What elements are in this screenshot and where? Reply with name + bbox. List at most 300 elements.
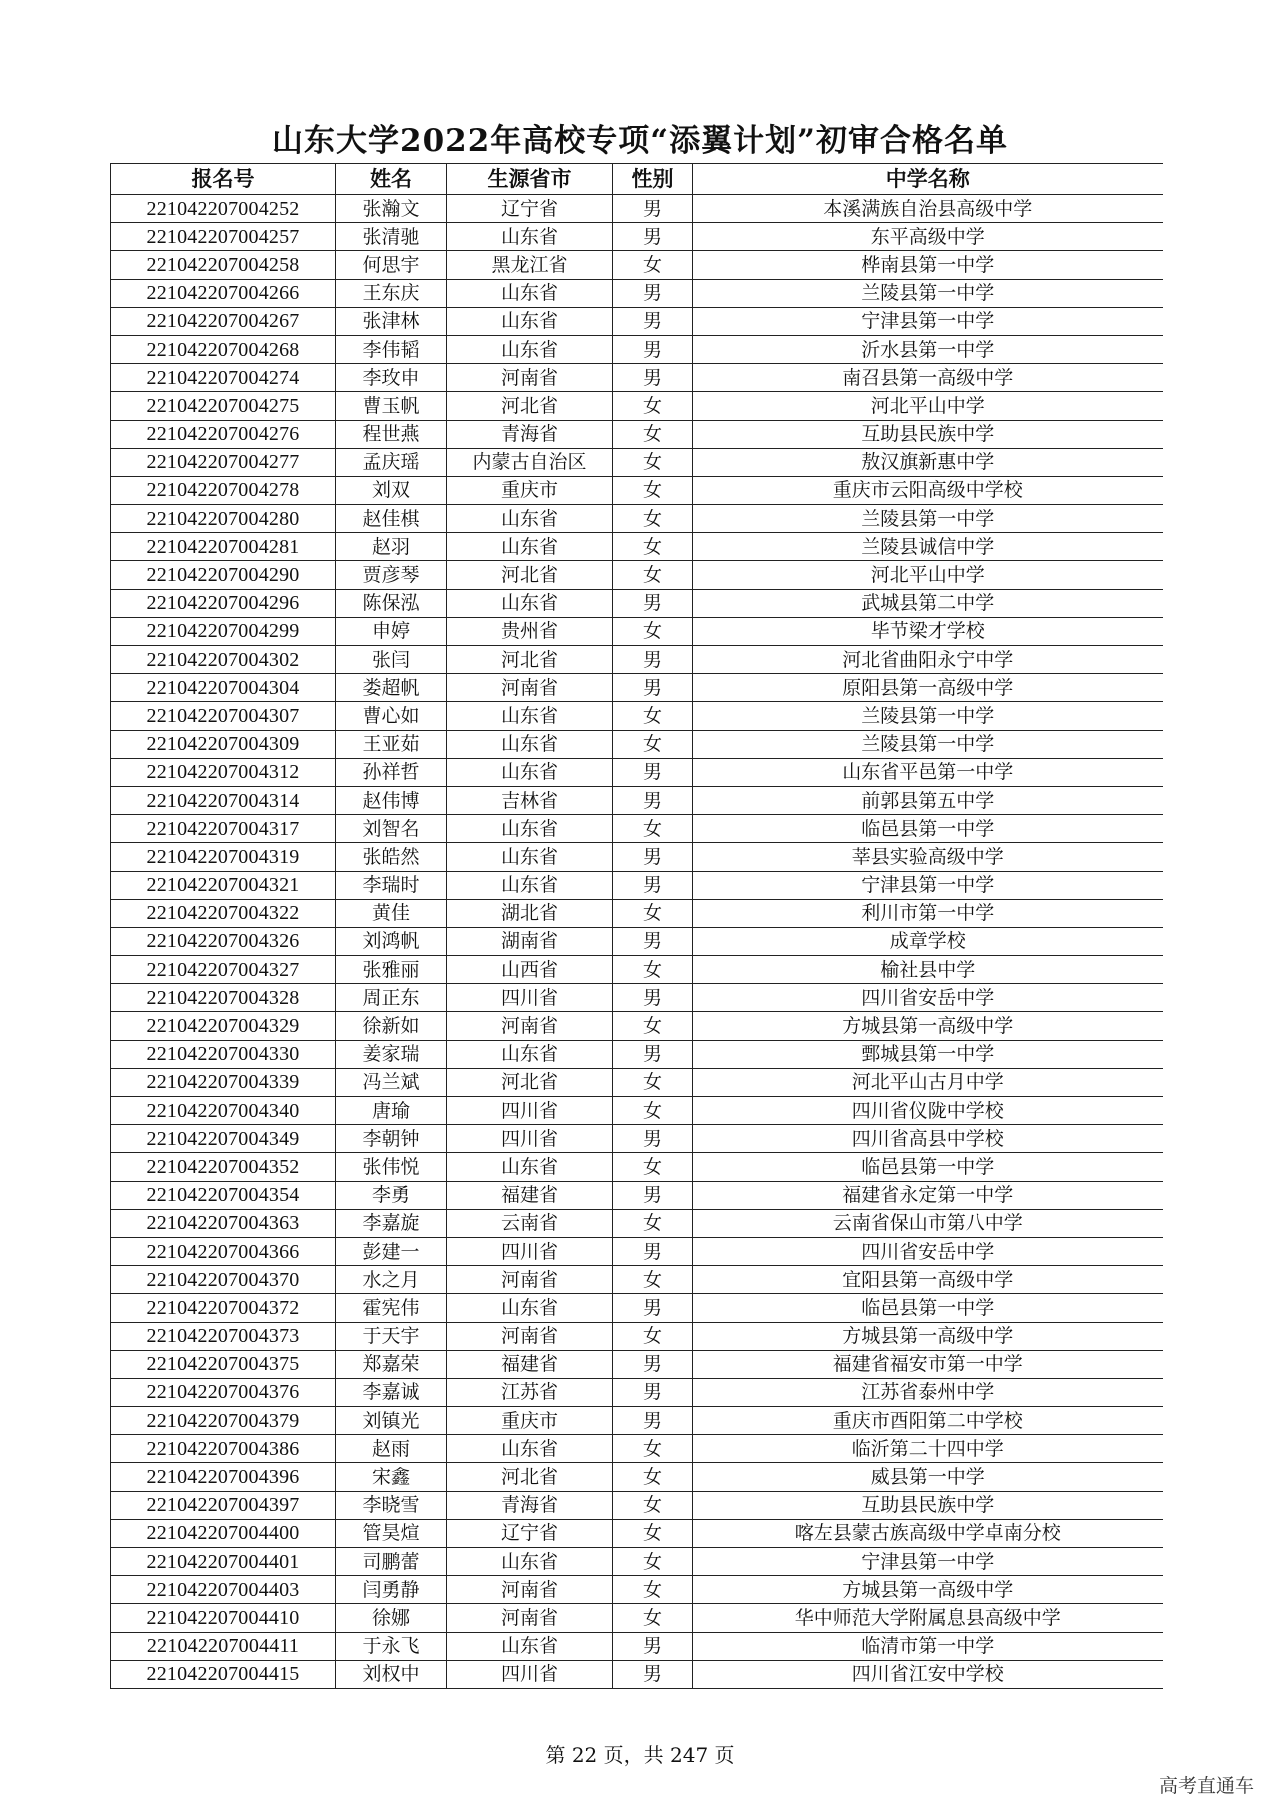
registration-number-cell: 221042207004312 bbox=[111, 758, 336, 786]
name-cell: 张闫 bbox=[336, 646, 447, 674]
table-row bbox=[111, 1350, 1163, 1378]
name-cell: 刘镇光 bbox=[336, 1407, 447, 1435]
table-row bbox=[111, 984, 1163, 1012]
name-cell: 赵佳棋 bbox=[336, 505, 447, 533]
school-cell: 莘县实验高级中学 bbox=[693, 843, 1163, 871]
gender-cell: 男 bbox=[613, 927, 693, 955]
school-cell: 敖汉旗新惠中学 bbox=[693, 448, 1163, 476]
school-cell: 四川省高县中学校 bbox=[693, 1125, 1163, 1153]
table-row bbox=[111, 448, 1163, 476]
gender-cell: 女 bbox=[613, 561, 693, 589]
province-cell: 辽宁省 bbox=[447, 195, 613, 223]
gender-cell: 女 bbox=[613, 1604, 693, 1632]
registration-number-cell: 221042207004314 bbox=[111, 786, 336, 814]
table-row bbox=[111, 505, 1163, 533]
name-cell: 孙祥哲 bbox=[336, 758, 447, 786]
table-row bbox=[111, 223, 1163, 251]
gender-cell: 女 bbox=[613, 1576, 693, 1604]
gender-cell: 男 bbox=[613, 1378, 693, 1406]
header-name: 姓名 bbox=[336, 164, 447, 195]
gender-cell: 女 bbox=[613, 392, 693, 420]
school-cell: 喀左县蒙古族高级中学卓南分校 bbox=[693, 1519, 1163, 1547]
table-row bbox=[111, 1209, 1163, 1237]
gender-cell: 女 bbox=[613, 1463, 693, 1491]
name-cell: 李晓雪 bbox=[336, 1491, 447, 1519]
school-cell: 河北平山中学 bbox=[693, 561, 1163, 589]
name-cell: 何思宇 bbox=[336, 251, 447, 279]
school-cell: 江苏省泰州中学 bbox=[693, 1378, 1163, 1406]
name-cell: 刘权中 bbox=[336, 1660, 447, 1688]
gender-cell: 女 bbox=[613, 1548, 693, 1576]
province-cell: 山东省 bbox=[447, 533, 613, 561]
name-cell: 张皓然 bbox=[336, 843, 447, 871]
name-cell: 李嘉旋 bbox=[336, 1209, 447, 1237]
gender-cell: 男 bbox=[613, 1350, 693, 1378]
province-cell: 黑龙江省 bbox=[447, 251, 613, 279]
registration-number-cell: 221042207004302 bbox=[111, 646, 336, 674]
registration-number-cell: 221042207004349 bbox=[111, 1125, 336, 1153]
gender-cell: 男 bbox=[613, 307, 693, 335]
school-cell: 河北平山古月中学 bbox=[693, 1068, 1163, 1096]
province-cell: 重庆市 bbox=[447, 1407, 613, 1435]
table-row bbox=[111, 758, 1163, 786]
name-cell: 于天宇 bbox=[336, 1322, 447, 1350]
province-cell: 山东省 bbox=[447, 758, 613, 786]
gender-cell: 男 bbox=[613, 674, 693, 702]
province-cell: 湖北省 bbox=[447, 899, 613, 927]
school-cell: 四川省仪陇中学校 bbox=[693, 1097, 1163, 1125]
gender-cell: 女 bbox=[613, 1068, 693, 1096]
province-cell: 河南省 bbox=[447, 1266, 613, 1294]
registration-number-cell: 221042207004352 bbox=[111, 1153, 336, 1181]
gender-cell: 男 bbox=[613, 984, 693, 1012]
name-cell: 霍宪伟 bbox=[336, 1294, 447, 1322]
page-footer: 第 22 页，共 247 页 bbox=[545, 1743, 735, 1767]
province-cell: 山东省 bbox=[447, 505, 613, 533]
province-cell: 河北省 bbox=[447, 392, 613, 420]
school-cell: 互助县民族中学 bbox=[693, 420, 1163, 448]
name-cell: 李玫申 bbox=[336, 364, 447, 392]
gender-cell: 女 bbox=[613, 448, 693, 476]
header-gender: 性别 bbox=[613, 164, 693, 195]
name-cell: 程世燕 bbox=[336, 420, 447, 448]
gender-cell: 男 bbox=[613, 1632, 693, 1660]
province-cell: 四川省 bbox=[447, 1125, 613, 1153]
table-row bbox=[111, 1068, 1163, 1096]
name-cell: 李伟韬 bbox=[336, 335, 447, 363]
province-cell: 福建省 bbox=[447, 1181, 613, 1209]
table-row bbox=[111, 1322, 1163, 1350]
gender-cell: 男 bbox=[613, 279, 693, 307]
name-cell: 贾彦琴 bbox=[336, 561, 447, 589]
province-cell: 四川省 bbox=[447, 1097, 613, 1125]
province-cell: 四川省 bbox=[447, 1660, 613, 1688]
gender-cell: 女 bbox=[613, 899, 693, 927]
gender-cell: 女 bbox=[613, 1519, 693, 1547]
registration-number-cell: 221042207004370 bbox=[111, 1266, 336, 1294]
name-cell: 刘鸿帆 bbox=[336, 927, 447, 955]
province-cell: 山东省 bbox=[447, 279, 613, 307]
province-cell: 山东省 bbox=[447, 223, 613, 251]
registration-number-cell: 221042207004299 bbox=[111, 617, 336, 645]
school-cell: 华中师范大学附属息县高级中学 bbox=[693, 1604, 1163, 1632]
registration-number-cell: 221042207004375 bbox=[111, 1350, 336, 1378]
gender-cell: 男 bbox=[613, 223, 693, 251]
school-cell: 重庆市云阳高级中学校 bbox=[693, 476, 1163, 504]
name-cell: 宋鑫 bbox=[336, 1463, 447, 1491]
name-cell: 管昊煊 bbox=[336, 1519, 447, 1547]
school-cell: 临沂第二十四中学 bbox=[693, 1435, 1163, 1463]
registration-number-cell: 221042207004339 bbox=[111, 1068, 336, 1096]
registration-number-cell: 221042207004304 bbox=[111, 674, 336, 702]
school-cell: 兰陵县第一中学 bbox=[693, 702, 1163, 730]
table-row bbox=[111, 815, 1163, 843]
school-cell: 互助县民族中学 bbox=[693, 1491, 1163, 1519]
school-cell: 宁津县第一中学 bbox=[693, 307, 1163, 335]
gender-cell: 女 bbox=[613, 1322, 693, 1350]
watermark: 高考直通车 bbox=[1158, 1775, 1254, 1797]
province-cell: 山东省 bbox=[447, 589, 613, 617]
school-cell: 南召县第一高级中学 bbox=[693, 364, 1163, 392]
gender-cell: 女 bbox=[613, 1153, 693, 1181]
school-cell: 榆社县中学 bbox=[693, 956, 1163, 984]
province-cell: 山东省 bbox=[447, 1632, 613, 1660]
registration-number-cell: 221042207004281 bbox=[111, 533, 336, 561]
registration-number-cell: 221042207004410 bbox=[111, 1604, 336, 1632]
province-cell: 重庆市 bbox=[447, 476, 613, 504]
school-cell: 兰陵县第一中学 bbox=[693, 505, 1163, 533]
school-cell: 临邑县第一中学 bbox=[693, 815, 1163, 843]
school-cell: 兰陵县诚信中学 bbox=[693, 533, 1163, 561]
school-cell: 方城县第一高级中学 bbox=[693, 1576, 1163, 1604]
province-cell: 河北省 bbox=[447, 646, 613, 674]
province-cell: 河南省 bbox=[447, 1576, 613, 1604]
registration-number-cell: 221042207004309 bbox=[111, 730, 336, 758]
province-cell: 江苏省 bbox=[447, 1378, 613, 1406]
table-row bbox=[111, 617, 1163, 645]
province-cell: 河南省 bbox=[447, 364, 613, 392]
table-row bbox=[111, 533, 1163, 561]
school-cell: 鄄城县第一中学 bbox=[693, 1040, 1163, 1068]
school-cell: 桦南县第一中学 bbox=[693, 251, 1163, 279]
gender-cell: 男 bbox=[613, 646, 693, 674]
registration-number-cell: 221042207004275 bbox=[111, 392, 336, 420]
province-cell: 云南省 bbox=[447, 1209, 613, 1237]
table-row bbox=[111, 307, 1163, 335]
table-row bbox=[111, 561, 1163, 589]
name-cell: 唐瑜 bbox=[336, 1097, 447, 1125]
name-cell: 彭建一 bbox=[336, 1237, 447, 1265]
name-cell: 徐娜 bbox=[336, 1604, 447, 1632]
registration-number-cell: 221042207004274 bbox=[111, 364, 336, 392]
table-row bbox=[111, 1463, 1163, 1491]
gender-cell: 男 bbox=[613, 1181, 693, 1209]
school-cell: 宁津县第一中学 bbox=[693, 871, 1163, 899]
table-row bbox=[111, 589, 1163, 617]
province-cell: 辽宁省 bbox=[447, 1519, 613, 1547]
gender-cell: 男 bbox=[613, 1125, 693, 1153]
registration-number-cell: 221042207004400 bbox=[111, 1519, 336, 1547]
table-row bbox=[111, 195, 1163, 223]
table-row bbox=[111, 1378, 1163, 1406]
registration-number-cell: 221042207004327 bbox=[111, 956, 336, 984]
name-cell: 李嘉诚 bbox=[336, 1378, 447, 1406]
registration-number-cell: 221042207004403 bbox=[111, 1576, 336, 1604]
name-cell: 郑嘉荣 bbox=[336, 1350, 447, 1378]
registration-number-cell: 221042207004257 bbox=[111, 223, 336, 251]
table-row bbox=[111, 251, 1163, 279]
name-cell: 赵羽 bbox=[336, 533, 447, 561]
name-cell: 娄超帆 bbox=[336, 674, 447, 702]
table-row bbox=[111, 1435, 1163, 1463]
registration-number-cell: 221042207004319 bbox=[111, 843, 336, 871]
gender-cell: 女 bbox=[613, 420, 693, 448]
province-cell: 山东省 bbox=[447, 815, 613, 843]
province-cell: 山东省 bbox=[447, 1040, 613, 1068]
province-cell: 吉林省 bbox=[447, 786, 613, 814]
registration-number-cell: 221042207004397 bbox=[111, 1491, 336, 1519]
province-cell: 河北省 bbox=[447, 1068, 613, 1096]
table-row bbox=[111, 899, 1163, 927]
province-cell: 河南省 bbox=[447, 674, 613, 702]
registration-number-cell: 221042207004373 bbox=[111, 1322, 336, 1350]
name-cell: 黄佳 bbox=[336, 899, 447, 927]
name-cell: 刘智名 bbox=[336, 815, 447, 843]
registration-number-cell: 221042207004268 bbox=[111, 335, 336, 363]
province-cell: 贵州省 bbox=[447, 617, 613, 645]
gender-cell: 男 bbox=[613, 364, 693, 392]
table-row bbox=[111, 702, 1163, 730]
table-row bbox=[111, 279, 1163, 307]
province-cell: 山东省 bbox=[447, 730, 613, 758]
gender-cell: 男 bbox=[613, 871, 693, 899]
gender-cell: 男 bbox=[613, 843, 693, 871]
name-cell: 李瑞时 bbox=[336, 871, 447, 899]
table-row bbox=[111, 730, 1163, 758]
school-cell: 本溪满族自治县高级中学 bbox=[693, 195, 1163, 223]
gender-cell: 女 bbox=[613, 1012, 693, 1040]
school-cell: 沂水县第一中学 bbox=[693, 335, 1163, 363]
table-row bbox=[111, 1294, 1163, 1322]
gender-cell: 女 bbox=[613, 815, 693, 843]
table-body bbox=[111, 195, 1163, 1689]
registration-number-cell: 221042207004278 bbox=[111, 476, 336, 504]
province-cell: 青海省 bbox=[447, 420, 613, 448]
registration-number-cell: 221042207004290 bbox=[111, 561, 336, 589]
name-cell: 赵雨 bbox=[336, 1435, 447, 1463]
registration-number-cell: 221042207004329 bbox=[111, 1012, 336, 1040]
registration-number-cell: 221042207004307 bbox=[111, 702, 336, 730]
gender-cell: 女 bbox=[613, 1209, 693, 1237]
school-cell: 武城县第二中学 bbox=[693, 589, 1163, 617]
table-row bbox=[111, 674, 1163, 702]
table-row bbox=[111, 1491, 1163, 1519]
header-province: 生源省市 bbox=[447, 164, 613, 195]
table-row bbox=[111, 871, 1163, 899]
province-cell: 山东省 bbox=[447, 871, 613, 899]
table-row bbox=[111, 1012, 1163, 1040]
registration-number-cell: 221042207004322 bbox=[111, 899, 336, 927]
table-row bbox=[111, 1125, 1163, 1153]
table-row bbox=[111, 335, 1163, 363]
name-cell: 于永飞 bbox=[336, 1632, 447, 1660]
gender-cell: 男 bbox=[613, 786, 693, 814]
school-cell: 四川省安岳中学 bbox=[693, 1237, 1163, 1265]
table-row bbox=[111, 364, 1163, 392]
school-cell: 成章学校 bbox=[693, 927, 1163, 955]
registration-number-cell: 221042207004328 bbox=[111, 984, 336, 1012]
gender-cell: 男 bbox=[613, 589, 693, 617]
school-cell: 福建省永定第一中学 bbox=[693, 1181, 1163, 1209]
page-title: 山东大学2022年高校专项“添翼计划”初审合格名单 bbox=[272, 123, 1008, 159]
gender-cell: 女 bbox=[613, 533, 693, 561]
school-cell: 宜阳县第一高级中学 bbox=[693, 1266, 1163, 1294]
province-cell: 山东省 bbox=[447, 1548, 613, 1576]
header-school: 中学名称 bbox=[693, 164, 1163, 195]
name-cell: 陈保泓 bbox=[336, 589, 447, 617]
gender-cell: 男 bbox=[613, 1660, 693, 1688]
table-row bbox=[111, 1181, 1163, 1209]
province-cell: 湖南省 bbox=[447, 927, 613, 955]
name-cell: 李朝钟 bbox=[336, 1125, 447, 1153]
name-cell: 冯兰斌 bbox=[336, 1068, 447, 1096]
table-row bbox=[111, 927, 1163, 955]
table-row bbox=[111, 1237, 1163, 1265]
school-cell: 四川省江安中学校 bbox=[693, 1660, 1163, 1688]
registration-number-cell: 221042207004317 bbox=[111, 815, 336, 843]
gender-cell: 男 bbox=[613, 1237, 693, 1265]
school-cell: 利川市第一中学 bbox=[693, 899, 1163, 927]
gender-cell: 女 bbox=[613, 1491, 693, 1519]
table-row bbox=[111, 786, 1163, 814]
header-registration-number: 报名号 bbox=[111, 164, 336, 195]
registration-number-cell: 221042207004266 bbox=[111, 279, 336, 307]
table-row bbox=[111, 1407, 1163, 1435]
table-row bbox=[111, 392, 1163, 420]
province-cell: 山东省 bbox=[447, 307, 613, 335]
school-cell: 兰陵县第一中学 bbox=[693, 279, 1163, 307]
registration-number-cell: 221042207004376 bbox=[111, 1378, 336, 1406]
school-cell: 方城县第一高级中学 bbox=[693, 1012, 1163, 1040]
gender-cell: 女 bbox=[613, 505, 693, 533]
name-cell: 李勇 bbox=[336, 1181, 447, 1209]
school-cell: 临邑县第一中学 bbox=[693, 1153, 1163, 1181]
gender-cell: 女 bbox=[613, 476, 693, 504]
name-cell: 张津林 bbox=[336, 307, 447, 335]
province-cell: 山东省 bbox=[447, 335, 613, 363]
gender-cell: 男 bbox=[613, 1407, 693, 1435]
table-row bbox=[111, 1604, 1163, 1632]
name-cell: 张瀚文 bbox=[336, 195, 447, 223]
gender-cell: 女 bbox=[613, 702, 693, 730]
registration-number-cell: 221042207004296 bbox=[111, 589, 336, 617]
registration-number-cell: 221042207004386 bbox=[111, 1435, 336, 1463]
registration-number-cell: 221042207004276 bbox=[111, 420, 336, 448]
province-cell: 山东省 bbox=[447, 702, 613, 730]
registration-number-cell: 221042207004372 bbox=[111, 1294, 336, 1322]
registration-number-cell: 221042207004396 bbox=[111, 1463, 336, 1491]
province-cell: 河北省 bbox=[447, 1463, 613, 1491]
table-row bbox=[111, 646, 1163, 674]
province-cell: 四川省 bbox=[447, 984, 613, 1012]
school-cell: 福建省福安市第一中学 bbox=[693, 1350, 1163, 1378]
gender-cell: 男 bbox=[613, 195, 693, 223]
name-cell: 闫勇静 bbox=[336, 1576, 447, 1604]
name-cell: 水之月 bbox=[336, 1266, 447, 1294]
name-cell: 申婷 bbox=[336, 617, 447, 645]
table-row bbox=[111, 476, 1163, 504]
table-row bbox=[111, 1576, 1163, 1604]
school-cell: 东平高级中学 bbox=[693, 223, 1163, 251]
province-cell: 山东省 bbox=[447, 843, 613, 871]
school-cell: 威县第一中学 bbox=[693, 1463, 1163, 1491]
registration-number-cell: 221042207004330 bbox=[111, 1040, 336, 1068]
gender-cell: 女 bbox=[613, 251, 693, 279]
table-row bbox=[111, 1040, 1163, 1068]
gender-cell: 男 bbox=[613, 335, 693, 363]
name-cell: 赵伟博 bbox=[336, 786, 447, 814]
gender-cell: 女 bbox=[613, 617, 693, 645]
registration-number-cell: 221042207004340 bbox=[111, 1097, 336, 1125]
registration-number-cell: 221042207004379 bbox=[111, 1407, 336, 1435]
school-cell: 原阳县第一高级中学 bbox=[693, 674, 1163, 702]
province-cell: 河南省 bbox=[447, 1012, 613, 1040]
school-cell: 毕节梁才学校 bbox=[693, 617, 1163, 645]
school-cell: 前郭县第五中学 bbox=[693, 786, 1163, 814]
gender-cell: 女 bbox=[613, 1266, 693, 1294]
gender-cell: 女 bbox=[613, 1435, 693, 1463]
table-row bbox=[111, 843, 1163, 871]
registration-number-cell: 221042207004277 bbox=[111, 448, 336, 476]
province-cell: 内蒙古自治区 bbox=[447, 448, 613, 476]
gender-cell: 女 bbox=[613, 956, 693, 984]
school-cell: 兰陵县第一中学 bbox=[693, 730, 1163, 758]
registration-number-cell: 221042207004252 bbox=[111, 195, 336, 223]
registration-number-cell: 221042207004401 bbox=[111, 1548, 336, 1576]
applicant-table bbox=[110, 163, 1163, 1689]
table-row bbox=[111, 420, 1163, 448]
table-row bbox=[111, 1632, 1163, 1660]
table-row bbox=[111, 956, 1163, 984]
table-row bbox=[111, 1519, 1163, 1547]
name-cell: 曹玉帆 bbox=[336, 392, 447, 420]
registration-number-cell: 221042207004363 bbox=[111, 1209, 336, 1237]
gender-cell: 男 bbox=[613, 1040, 693, 1068]
table-row bbox=[111, 1660, 1163, 1688]
registration-number-cell: 221042207004366 bbox=[111, 1237, 336, 1265]
name-cell: 徐新如 bbox=[336, 1012, 447, 1040]
province-cell: 河南省 bbox=[447, 1604, 613, 1632]
name-cell: 张雅丽 bbox=[336, 956, 447, 984]
name-cell: 王亚茹 bbox=[336, 730, 447, 758]
table-header-row bbox=[111, 164, 1163, 195]
school-cell: 四川省安岳中学 bbox=[693, 984, 1163, 1012]
province-cell: 河南省 bbox=[447, 1322, 613, 1350]
table-row bbox=[111, 1097, 1163, 1125]
name-cell: 司鹏蕾 bbox=[336, 1548, 447, 1576]
school-cell: 方城县第一高级中学 bbox=[693, 1322, 1163, 1350]
name-cell: 周正东 bbox=[336, 984, 447, 1012]
school-cell: 临清市第一中学 bbox=[693, 1632, 1163, 1660]
school-cell: 重庆市酉阳第二中学校 bbox=[693, 1407, 1163, 1435]
province-cell: 山东省 bbox=[447, 1294, 613, 1322]
province-cell: 四川省 bbox=[447, 1237, 613, 1265]
registration-number-cell: 221042207004326 bbox=[111, 927, 336, 955]
name-cell: 孟庆瑶 bbox=[336, 448, 447, 476]
school-cell: 宁津县第一中学 bbox=[693, 1548, 1163, 1576]
registration-number-cell: 221042207004411 bbox=[111, 1632, 336, 1660]
name-cell: 王东庆 bbox=[336, 279, 447, 307]
